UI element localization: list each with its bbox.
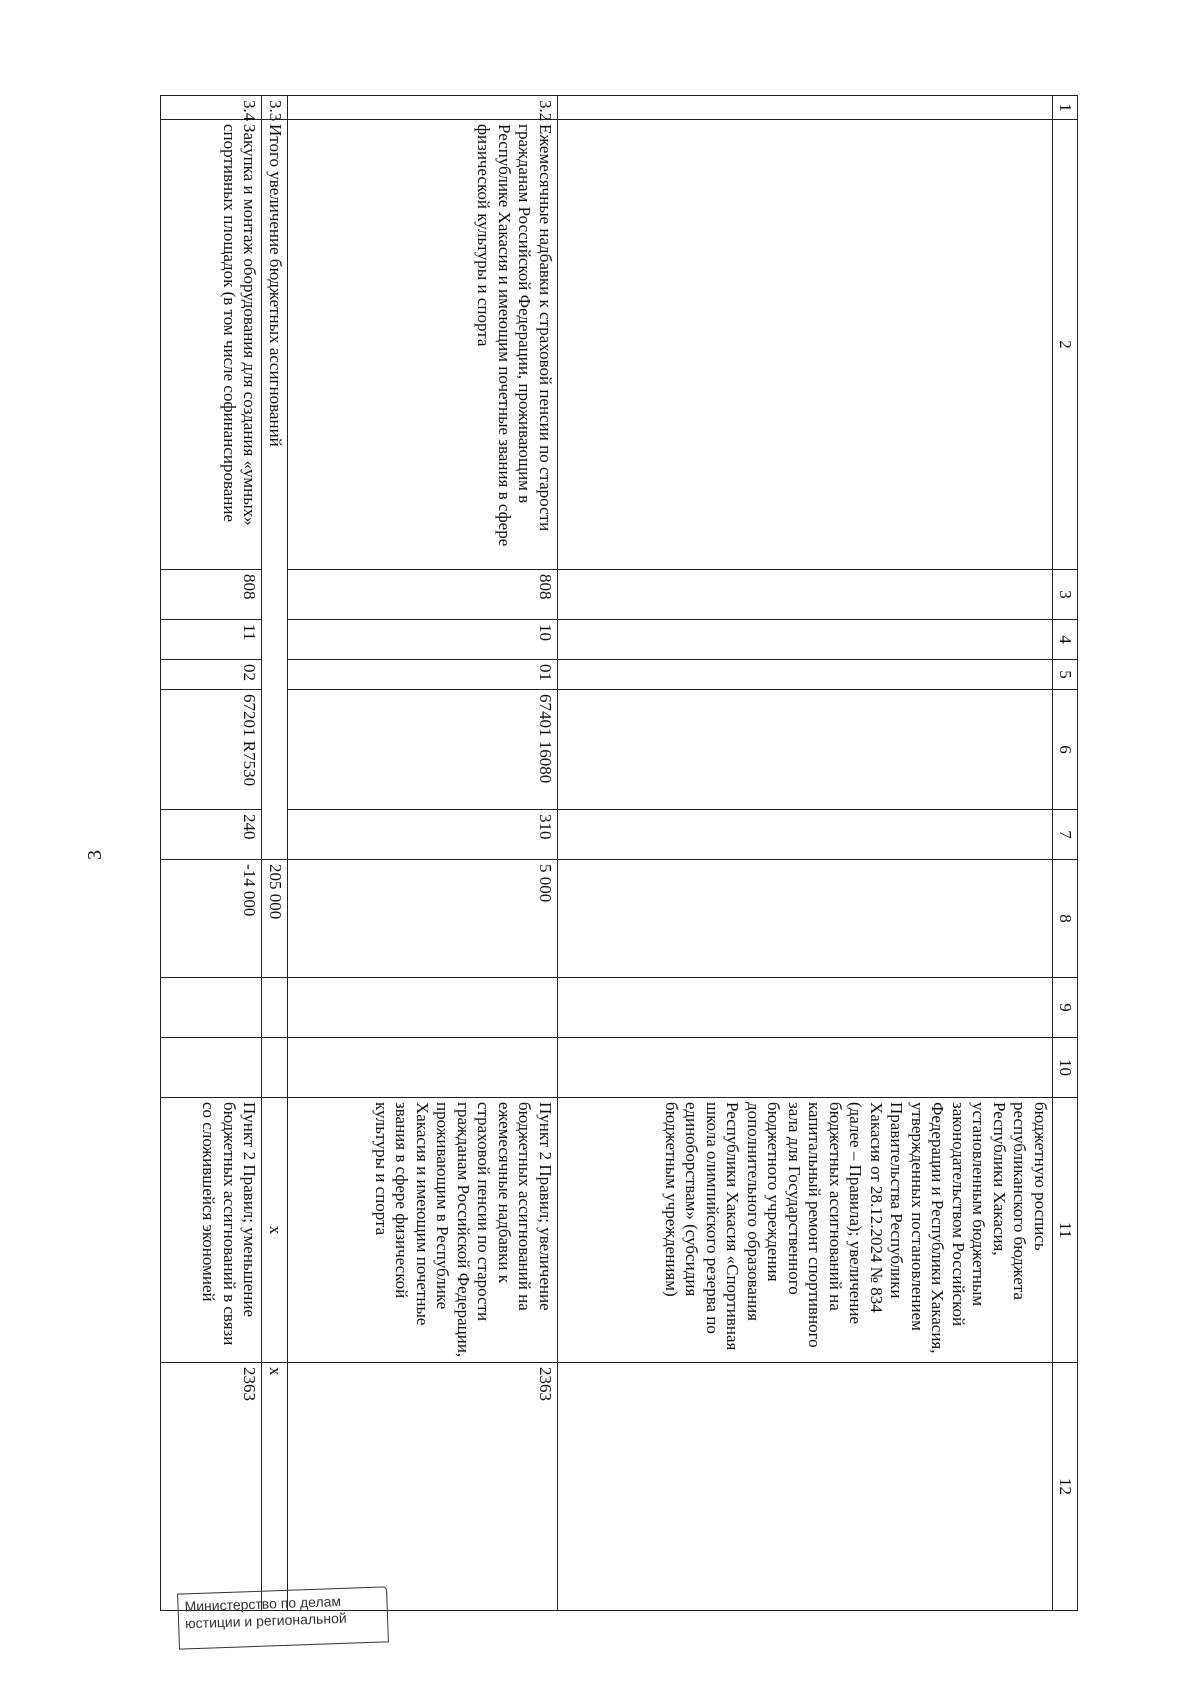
cell-c12 [558,1363,1053,1611]
cell-c5: 02 [161,660,263,690]
cell-c5 [558,660,1053,690]
cell-num: 3.4 [161,96,263,120]
cell-c7: 240 [161,810,263,860]
header-cell: 8 [1053,860,1078,978]
cell-c10 [262,1038,288,1098]
cell-c9 [262,978,288,1038]
cell-c6: 67401 16080 [288,690,558,810]
budget-table [160,95,1078,1611]
header-cell: 10 [1053,1038,1078,1098]
cell-c6: 67201 R7530 [161,690,263,810]
cell-c4: 11 [161,620,263,660]
header-cell: 1 [1053,96,1078,120]
cell-c12: х [262,1363,288,1611]
cell-c11: бюджетную роспись республиканского бюджета Республики Хакасия, установленным бюджетным законодательством Российской Федерации и Республики Хакасия, утвержденных постановлением Правительства Республики Хакасия от 28.12.2024 № 834 (далее – Правила); увеличение бюджетных ассигнований на капитальный ремонт спортивного зала для Государственного бюджетного учреждения дополнительного образования Республики Хакасия «Спортивная школа олимпийского резерва по единоборствам» (субсидия бюджетным учреждениям) [558,1098,1053,1363]
cell-c9 [161,978,263,1038]
cell-c3 [558,570,1053,620]
cell-num [558,96,1053,120]
cell-c8: -14 000 [161,860,263,978]
cell-name: Закупка и монтаж оборудования для создания «умных» спортивных площадок (в том числе софинансирование [161,120,263,570]
header-cell: 11 [1053,1098,1078,1363]
cell-c10 [288,1038,558,1098]
header-cell: 5 [1053,660,1078,690]
cell-c7: 310 [288,810,558,860]
header-cell: 6 [1053,690,1078,810]
cell-c3: 808 [288,570,558,620]
header-cell: 12 [1053,1363,1078,1611]
cell-c12: 2363 [161,1363,263,1611]
header-cell: 9 [1053,978,1078,1038]
cell-c4: 10 [288,620,558,660]
table-row [288,96,558,1611]
cell-c5: 01 [288,660,558,690]
cell-c6 [558,690,1053,810]
header-cell: 3 [1053,570,1078,620]
table-row-total [262,96,288,1611]
header-cell: 2 [1053,120,1078,570]
cell-c9 [288,978,558,1038]
cell-c9 [558,978,1053,1038]
header-cell: 4 [1053,620,1078,660]
cell-c11: Пункт 2 Правил; уменьшение бюджетных ассигнований в связи со сложившейся экономией [161,1098,263,1363]
cell-c11: х [262,1098,288,1363]
page-number: 3 [84,850,106,860]
cell-total-label: Итого увеличение бюджетных ассигнований [262,120,288,860]
cell-num: 3.3 [262,96,288,120]
cell-name [558,120,1053,570]
cell-c8 [558,860,1053,978]
cell-c11: Пункт 2 Правил; увеличение бюджетных ассигнований на ежемесячные надбавки к страховой пенсии по старости гражданам Российской Федерации, проживающим в Республике Хакасия и имеющим почетные звания в сфере физической культуры и спорта [288,1098,558,1363]
rotated-table-wrapper [160,95,1078,1610]
cell-c8: 205 000 [262,860,288,978]
table-row [161,96,263,1611]
table-row [558,96,1053,1611]
cell-c4 [558,620,1053,660]
cell-num: 3.2 [288,96,558,120]
cell-name: Ежемесячные надбавки к страховой пенсии по старости гражданам Российской Федерации, проживающим в Республике Хакасия и имеющим почетные звания в сфере физической культуры и спорта [288,120,558,570]
cell-c10 [161,1038,263,1098]
cell-c8: 5 000 [288,860,558,978]
cell-c3: 808 [161,570,263,620]
cell-c12: 2363 [288,1363,558,1611]
header-cell: 7 [1053,810,1078,860]
cell-c10 [558,1038,1053,1098]
header-row [1053,96,1078,1611]
ministry-stamp: Министерство по делам юстиции и региональной [177,1586,389,1649]
cell-c7 [558,810,1053,860]
